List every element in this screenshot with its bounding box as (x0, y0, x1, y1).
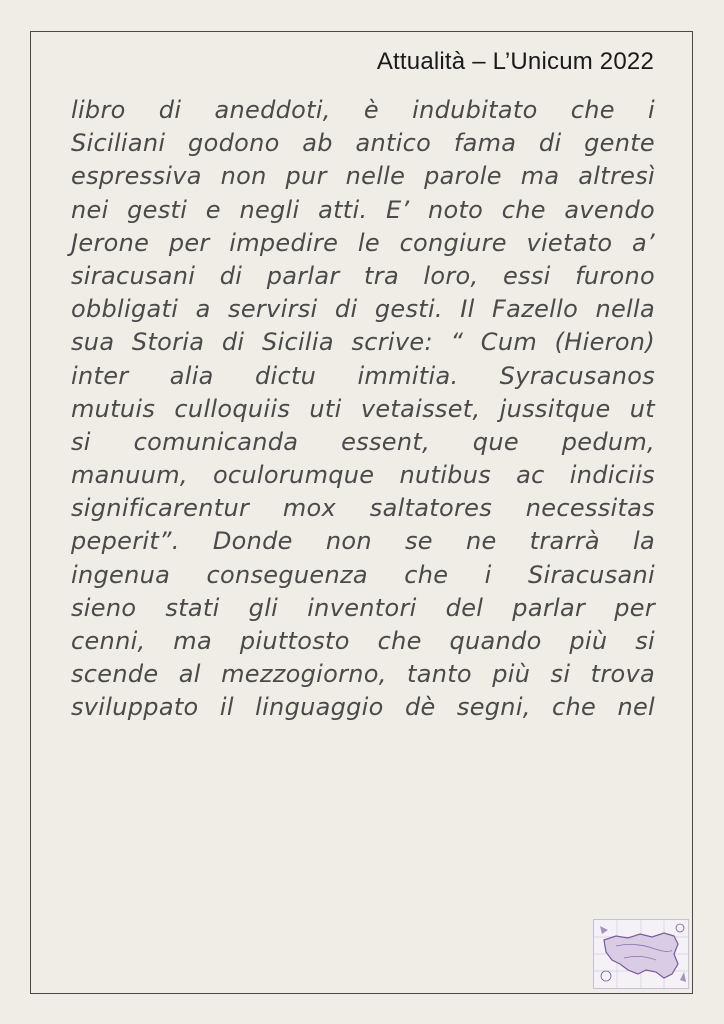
article-body (71, 94, 655, 725)
page-header: Attualità – L’Unicum 2022 (376, 48, 654, 75)
text-line: manuum, oculorumque nutibus ac indiciis (71, 461, 655, 490)
sicily-map-icon (593, 919, 689, 989)
text-line: ingenua conseguenza che i Siracusani (71, 560, 655, 589)
text-line: sieno stati gli inventori del parlar per (71, 593, 655, 622)
text-line: peperit”. Donde non se ne trarrà la (71, 527, 655, 556)
text-line: significarentur mox saltatores necessitas (71, 494, 655, 523)
text-line: espressiva non pur nelle parole ma altresì (71, 162, 655, 191)
text-line: libro di aneddoti, è indubitato che i (71, 96, 655, 124)
text-line: inter alia dictu immitia. Syracusanos (71, 361, 655, 390)
text-line: mutuis culloquiis uti vetaisset, jussitque ut (71, 394, 655, 423)
text-line: obbligati a servirsi di gesti. Il Fazello nella (71, 295, 655, 324)
text-line: si comunicanda essent, que pedum, (71, 427, 655, 456)
text-line: cenni, ma piuttosto che quando più si (71, 627, 655, 655)
text-line: scende al mezzogiorno, tanto più si trova (71, 660, 655, 689)
text-line: sviluppato il linguaggio dè segni, che nel (71, 693, 655, 722)
text-line: Jerone per impedire le congiure vietato a’ (71, 228, 655, 257)
text-line: siracusani di parlar tra loro, essi furono (71, 261, 655, 290)
text-line: nei gesti e negli atti. E’ noto che avendo (71, 195, 655, 224)
text-line: Siciliani godono ab antico fama di gente (71, 129, 655, 158)
text-line: sua Storia di Sicilia scrive: “ Cum (Hieron) (71, 328, 655, 357)
